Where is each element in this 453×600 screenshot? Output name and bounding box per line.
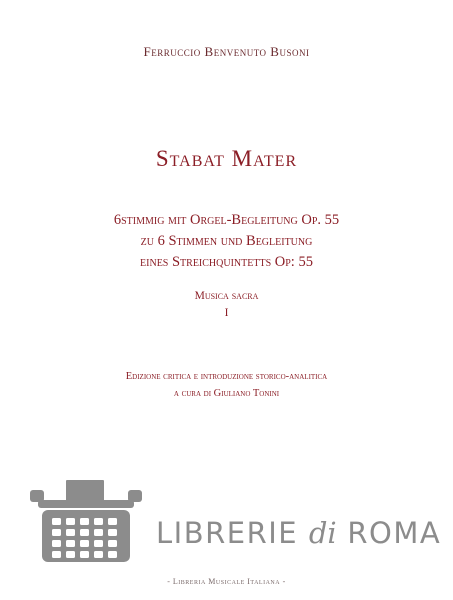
work-title: Stabat Mater — [155, 146, 298, 171]
subtitle-line-1: 6stimmig mit Orgel-Begleitung Op. 55 — [113, 212, 340, 228]
watermark-word-roma: ROMA — [347, 516, 442, 550]
edition-note: Edizione critica e introduzione storico-analitica — [125, 371, 328, 382]
series-number: I — [224, 307, 229, 319]
author-name: Ferruccio Benvenuto Busoni — [143, 44, 310, 59]
typewriter-icon — [28, 476, 148, 566]
watermark-text — [156, 516, 441, 550]
series-name: Musica sacra — [194, 290, 259, 302]
watermark-word-librerie: LIBRERIE — [156, 516, 299, 550]
subtitle-line-3: eines Streichquintetts Op: 55 — [140, 254, 313, 270]
subtitle-line-2: zu 6 Stimmen und Begleitung — [140, 233, 313, 249]
watermark-logo — [28, 476, 442, 566]
publisher-name: - Libreria Musicale Italiana - — [167, 577, 286, 586]
watermark-word-di: di — [308, 516, 337, 550]
editor-credit: a cura di Giuliano Tonini — [173, 388, 280, 399]
